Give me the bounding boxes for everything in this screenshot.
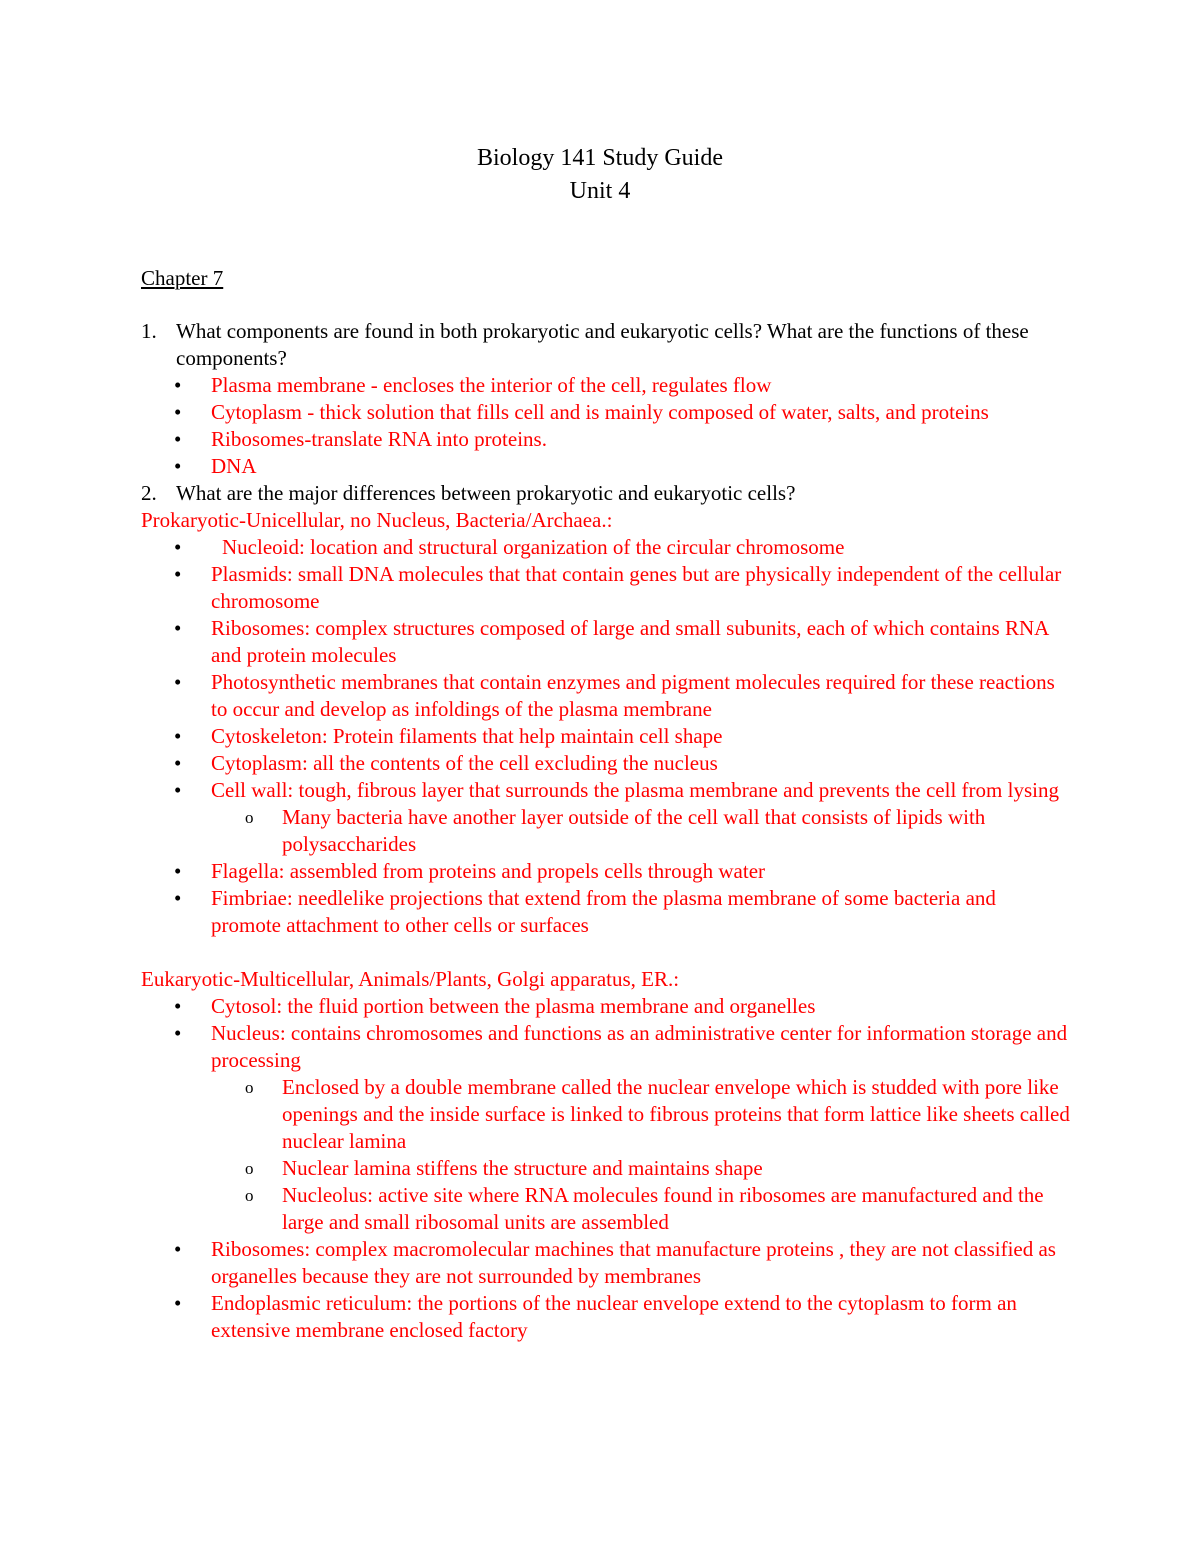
eukaryotic-item	[141, 1236, 1071, 1290]
item-text: Fimbriae: needlelike projections that extend from the plasma membrane of some bacteria and promote attachment to other cells or surfaces	[211, 886, 996, 937]
bullet-icon: •	[174, 400, 182, 424]
circle-bullet-icon: o	[245, 808, 254, 827]
prokaryotic-subitem	[141, 804, 1071, 858]
answer-text: DNA	[211, 454, 257, 478]
prokaryotic-item	[141, 669, 1071, 723]
item-text: Ribosomes: complex structures composed of large and small subunits, each of which contains RNA and protein molecules	[211, 616, 1049, 667]
prokaryotic-item	[141, 723, 1071, 750]
bullet-icon: •	[174, 1237, 182, 1261]
item-text: Cytoplasm: all the contents of the cell excluding the nucleus	[211, 751, 718, 775]
bullet-icon: •	[174, 778, 182, 802]
document-body	[141, 318, 1071, 1344]
item-text: Endoplasmic reticulum: the portions of the nuclear envelope extend to the cytoplasm to form an extensive membrane enclosed factory	[211, 1291, 1017, 1342]
item-text: Nucleus: contains chromosomes and functions as an administrative center for information storage and processing	[211, 1021, 1068, 1072]
answer-item	[141, 453, 1071, 480]
subitem-text: Enclosed by a double membrane called the nuclear envelope which is studded with pore like openings and the inside surface is linked to fibrous proteins that form lattice like sheets called nuclear lamina	[282, 1075, 1070, 1153]
circle-bullet-icon: o	[245, 1159, 254, 1178]
item-text: Nucleoid: location and structural organization of the circular chromosome	[222, 535, 845, 559]
subitem-text: Nuclear lamina stiffens the structure and maintains shape	[282, 1156, 763, 1180]
item-text: Photosynthetic membranes that contain enzymes and pigment molecules required for these reactions to occur and develop as infoldings of the plasma membrane	[211, 670, 1055, 721]
eukaryotic-subitem	[141, 1182, 1071, 1236]
bullet-icon: •	[174, 616, 182, 640]
bullet-icon: •	[174, 994, 182, 1018]
bullet-icon: •	[174, 535, 182, 559]
prokaryotic-item	[141, 777, 1071, 804]
question-number: 2.	[141, 481, 157, 505]
question-2	[141, 480, 1071, 507]
bullet-icon: •	[174, 373, 182, 397]
item-text: Flagella: assembled from proteins and propels cells through water	[211, 859, 766, 883]
answer-item	[141, 372, 1071, 399]
answer-item	[141, 399, 1071, 426]
item-text: Cytoskeleton: Protein filaments that help maintain cell shape	[211, 724, 723, 748]
item-text: Plasmids: small DNA molecules that that contain genes but are physically independent of the cellular chromosome	[211, 562, 1062, 613]
answer-text: Plasma membrane - encloses the interior of the cell, regulates flow	[211, 373, 772, 397]
prokaryotic-item	[141, 534, 1071, 561]
bullet-icon: •	[174, 751, 182, 775]
bullet-icon: •	[174, 427, 182, 451]
prokaryotic-heading: Prokaryotic-Unicellular, no Nucleus, Bacteria/Archaea.:	[141, 508, 613, 532]
bullet-icon: •	[174, 562, 182, 586]
question-text: What components are found in both prokaryotic and eukaryotic cells? What are the functions of these components?	[176, 319, 1029, 370]
bullet-icon: •	[174, 724, 182, 748]
prokaryotic-item	[141, 615, 1071, 669]
circle-bullet-icon: o	[245, 1078, 254, 1097]
eukaryotic-item	[141, 1020, 1071, 1074]
bullet-icon: •	[174, 1291, 182, 1315]
spacer	[141, 939, 1071, 966]
bullet-icon: •	[174, 1021, 182, 1045]
bullet-icon: •	[174, 886, 182, 910]
prokaryotic-item	[141, 750, 1071, 777]
item-text: Cell wall: tough, fibrous layer that surrounds the plasma membrane and prevents the cell from lysing	[211, 778, 1059, 802]
answer-item	[141, 426, 1071, 453]
question-1	[141, 318, 1071, 372]
question-number: 1.	[141, 319, 157, 343]
circle-bullet-icon: o	[245, 1186, 254, 1205]
prokaryotic-item	[141, 561, 1071, 615]
document-title: Biology 141 Study Guide	[476, 145, 723, 171]
question-text: What are the major differences between prokaryotic and eukaryotic cells?	[176, 481, 796, 505]
answer-text: Ribosomes-translate RNA into proteins.	[211, 427, 547, 451]
item-text: Cytosol: the fluid portion between the plasma membrane and organelles	[211, 994, 816, 1018]
eukaryotic-subitem	[141, 1155, 1071, 1182]
eukaryotic-item	[141, 993, 1071, 1020]
chapter-heading: Chapter 7	[141, 266, 224, 290]
subitem-text: Nucleolus: active site where RNA molecules found in ribosomes are manufactured and the large and small ribosomal units are assembled	[282, 1183, 1044, 1234]
eukaryotic-subitem	[141, 1074, 1071, 1155]
subitem-text: Many bacteria have another layer outside of the cell wall that consists of lipids with polysaccharides	[282, 805, 986, 856]
bullet-icon: •	[174, 859, 182, 883]
bullet-icon: •	[174, 454, 182, 478]
answer-text: Cytoplasm - thick solution that fills cell and is mainly composed of water, salts, and proteins	[211, 400, 989, 424]
prokaryotic-item	[141, 885, 1071, 939]
eukaryotic-item	[141, 1290, 1071, 1344]
prokaryotic-item	[141, 858, 1071, 885]
bullet-icon: •	[174, 670, 182, 694]
item-text: Ribosomes: complex macromolecular machines that manufacture proteins , they are not classified as organelles because they are not surrounded by membranes	[211, 1237, 1056, 1288]
document-subtitle: Unit 4	[569, 178, 631, 204]
eukaryotic-heading: Eukaryotic-Multicellular, Animals/Plants, Golgi apparatus, ER.:	[141, 967, 680, 991]
